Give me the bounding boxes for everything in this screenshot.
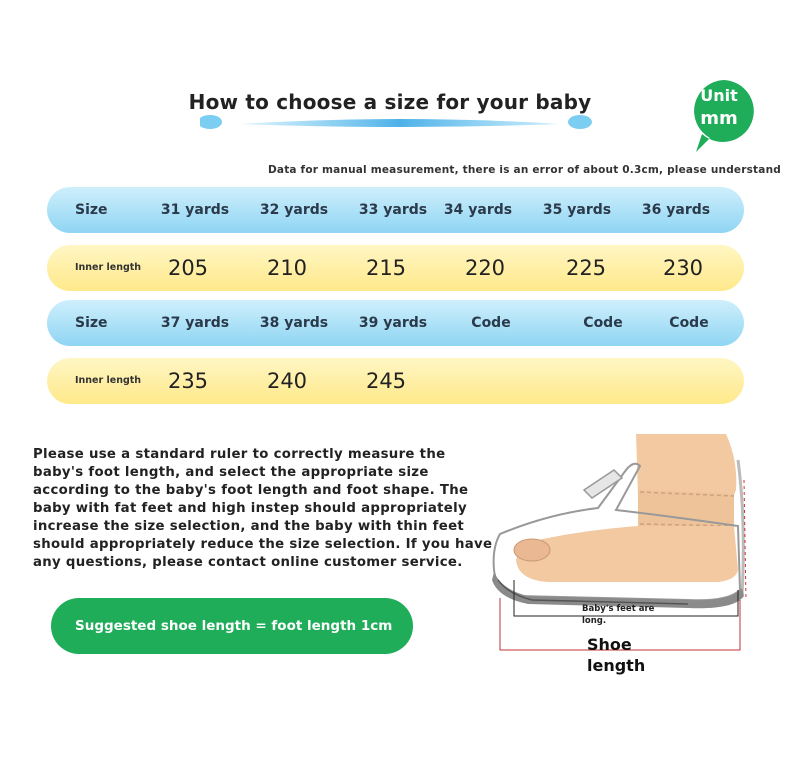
size-cell: Code bbox=[471, 315, 511, 331]
size-cell: 39 yards bbox=[358, 315, 428, 331]
size-header: Size bbox=[75, 315, 108, 331]
inner-length-row-1 bbox=[47, 245, 744, 291]
title-swoosh-decoration bbox=[200, 112, 600, 134]
length-cell: 245 bbox=[365, 369, 407, 393]
length-cell: 220 bbox=[464, 256, 506, 280]
size-cell: 31 yards bbox=[160, 202, 230, 218]
size-cell: 33 yards bbox=[358, 202, 428, 218]
measurement-note: Data for manual measurement, there is an error of about 0.3cm, please understand bbox=[268, 164, 781, 176]
suggestion-pill: Suggested shoe length = foot length 1cm bbox=[51, 598, 413, 654]
size-cell: 34 yards bbox=[443, 202, 513, 218]
badge-unit-label: Unit bbox=[700, 86, 738, 105]
size-cell: 36 yards bbox=[641, 202, 711, 218]
inner-length-row-2 bbox=[47, 358, 744, 404]
length-cell: 240 bbox=[266, 369, 308, 393]
size-cell: 38 yards bbox=[259, 315, 329, 331]
size-cell: 35 yards bbox=[542, 202, 612, 218]
size-cell: 32 yards bbox=[259, 202, 329, 218]
badge-mm-label: mm bbox=[700, 108, 738, 129]
unit-badge bbox=[690, 78, 754, 142]
length-cell: 215 bbox=[365, 256, 407, 280]
shoe-length-label-line2: length bbox=[587, 656, 646, 675]
length-cell: 205 bbox=[167, 256, 209, 280]
size-row-1 bbox=[47, 187, 744, 233]
shoe-length-label bbox=[587, 634, 645, 676]
length-cell: 210 bbox=[266, 256, 308, 280]
length-cell: 235 bbox=[167, 369, 209, 393]
size-row-2 bbox=[47, 300, 744, 346]
foot-length-note: Baby's feet are long. bbox=[582, 604, 655, 626]
inner-length-header: Inner length bbox=[75, 262, 142, 273]
shoe-length-label-line1: Shoe bbox=[587, 635, 632, 654]
page-title: How to choose a size for your baby bbox=[188, 90, 592, 114]
measurement-instructions: Please use a standard ruler to correctly measure the baby's foot length, and select the appropriate size according to the baby's foot length and foot shape. The baby with fat feet and high instep should appropriately increase the size selection, and the baby with thin feet should appropriately reduce the size selection. If you have any questions, please contact online customer service. bbox=[33, 447, 493, 570]
size-cell: Code bbox=[583, 315, 623, 331]
length-cell: 225 bbox=[565, 256, 607, 280]
size-header: Size bbox=[75, 202, 108, 218]
size-cell: 37 yards bbox=[160, 315, 230, 331]
inner-length-header: Inner length bbox=[75, 375, 142, 386]
length-cell: 230 bbox=[662, 256, 704, 280]
size-cell: Code bbox=[669, 315, 709, 331]
